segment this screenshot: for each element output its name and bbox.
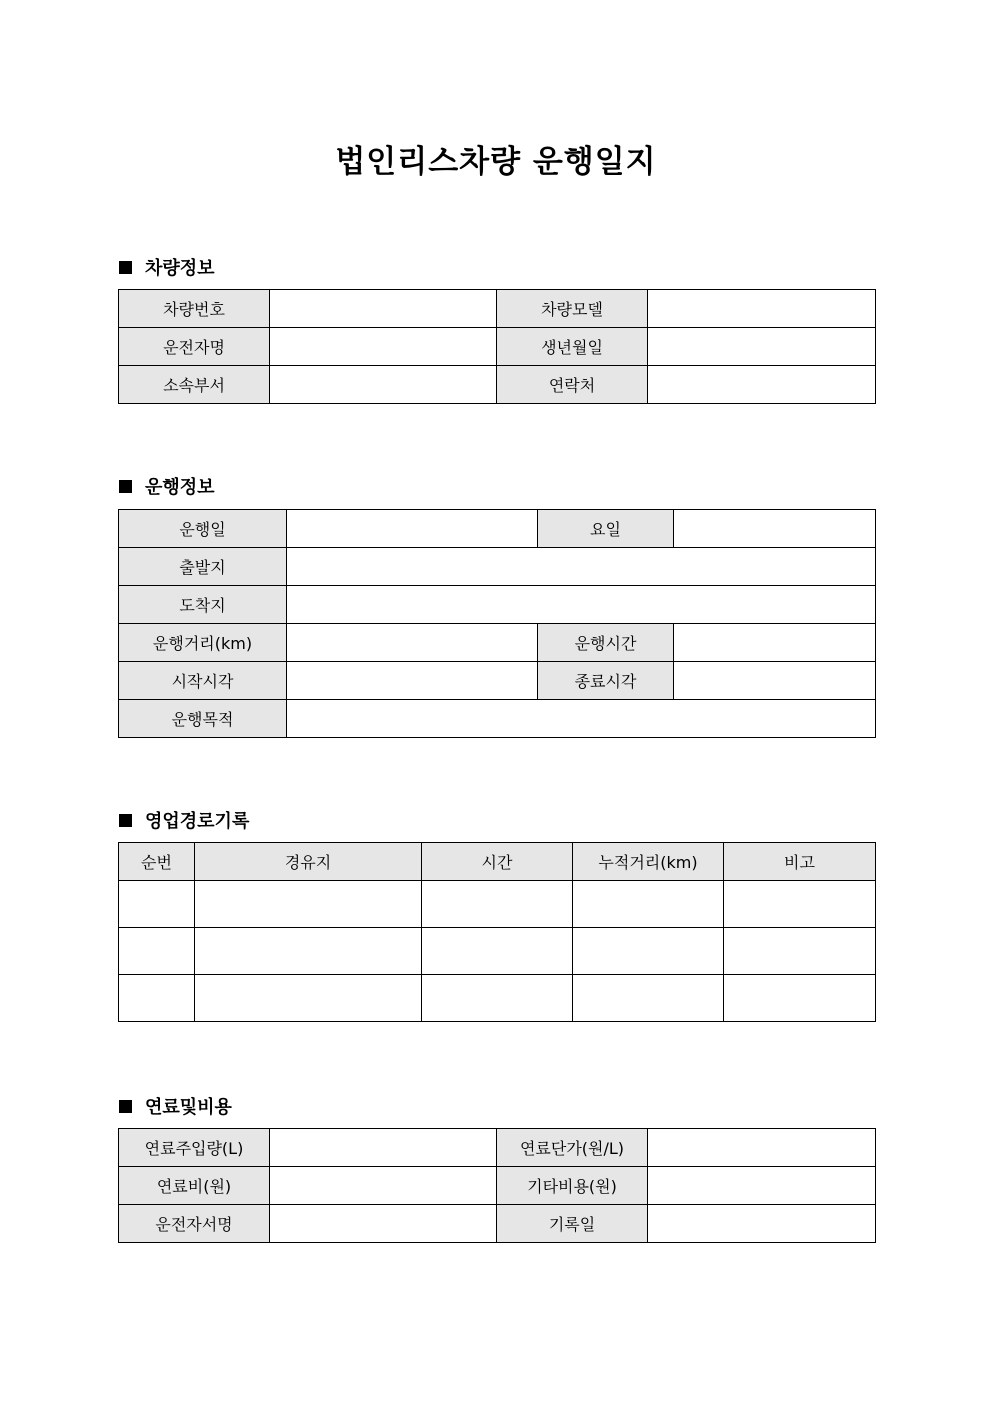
other-cost-label: 기타비용(원) bbox=[497, 1167, 648, 1205]
birth-date-field[interactable] bbox=[648, 328, 876, 366]
section-heading-label: 연료및비용 bbox=[145, 1097, 232, 1118]
trip-date-field[interactable] bbox=[287, 510, 538, 548]
cumulative-distance-cell[interactable] bbox=[573, 881, 724, 928]
cumulative-distance-cell[interactable] bbox=[573, 975, 724, 1022]
distance-label: 운행거리(km) bbox=[119, 624, 287, 662]
column-header-cumulative-distance: 누적거리(km) bbox=[573, 843, 724, 881]
section-heading-label: 영업경로기록 bbox=[145, 811, 250, 832]
driver-name-label: 운전자명 bbox=[119, 328, 270, 366]
trip-date-label: 운행일 bbox=[119, 510, 287, 548]
arrival-field[interactable] bbox=[287, 586, 876, 624]
seq-cell[interactable] bbox=[119, 881, 195, 928]
driver-name-field[interactable] bbox=[270, 328, 497, 366]
driver-signature-field[interactable] bbox=[270, 1205, 497, 1243]
weekday-field[interactable] bbox=[674, 510, 876, 548]
time-cell[interactable] bbox=[422, 881, 573, 928]
vehicle-number-field[interactable] bbox=[270, 290, 497, 328]
driver-signature-label: 운전자서명 bbox=[119, 1205, 270, 1243]
table-row bbox=[119, 586, 876, 624]
departure-field[interactable] bbox=[287, 548, 876, 586]
vehicle-info-table bbox=[118, 289, 876, 404]
other-cost-field[interactable] bbox=[648, 1167, 876, 1205]
column-header-remarks: 비고 bbox=[724, 843, 876, 881]
fuel-cost-field[interactable] bbox=[270, 1167, 497, 1205]
departure-label: 출발지 bbox=[119, 548, 287, 586]
vehicle-model-field[interactable] bbox=[648, 290, 876, 328]
section-heading-route bbox=[119, 807, 249, 833]
arrival-label: 도착지 bbox=[119, 586, 287, 624]
column-header-time: 시간 bbox=[422, 843, 573, 881]
distance-field[interactable] bbox=[287, 624, 538, 662]
end-time-field[interactable] bbox=[674, 662, 876, 700]
column-header-seq: 순번 bbox=[119, 843, 195, 881]
fuel-amount-label: 연료주입량(L) bbox=[119, 1129, 270, 1167]
table-row bbox=[119, 1205, 876, 1243]
square-bullet-icon bbox=[119, 480, 132, 493]
time-cell[interactable] bbox=[422, 975, 573, 1022]
waypoint-cell[interactable] bbox=[195, 975, 422, 1022]
vehicle-model-label: 차량모델 bbox=[497, 290, 648, 328]
square-bullet-icon bbox=[119, 1100, 132, 1113]
fuel-unit-price-field[interactable] bbox=[648, 1129, 876, 1167]
start-time-field[interactable] bbox=[287, 662, 538, 700]
page-title: 법인리스차량 운행일지 bbox=[335, 144, 657, 180]
section-heading-fuel bbox=[119, 1093, 232, 1119]
table-row bbox=[119, 881, 876, 928]
table-row bbox=[119, 510, 876, 548]
time-cell[interactable] bbox=[422, 928, 573, 975]
vehicle-number-label: 차량번호 bbox=[119, 290, 270, 328]
birth-date-label: 생년월일 bbox=[497, 328, 648, 366]
department-label: 소속부서 bbox=[119, 366, 270, 404]
department-field[interactable] bbox=[270, 366, 497, 404]
section-heading-label: 운행정보 bbox=[145, 477, 215, 498]
contact-field[interactable] bbox=[648, 366, 876, 404]
table-row bbox=[119, 1129, 876, 1167]
waypoint-cell[interactable] bbox=[195, 928, 422, 975]
fuel-cost-table bbox=[118, 1128, 876, 1243]
purpose-field[interactable] bbox=[287, 700, 876, 738]
purpose-label: 운행목적 bbox=[119, 700, 287, 738]
table-row bbox=[119, 700, 876, 738]
fuel-unit-price-label: 연료단가(원/L) bbox=[497, 1129, 648, 1167]
fuel-amount-field[interactable] bbox=[270, 1129, 497, 1167]
table-row bbox=[119, 290, 876, 328]
square-bullet-icon bbox=[119, 814, 132, 827]
cumulative-distance-cell[interactable] bbox=[573, 928, 724, 975]
table-row bbox=[119, 975, 876, 1022]
section-heading-vehicle bbox=[119, 254, 215, 280]
end-time-label: 종료시각 bbox=[538, 662, 674, 700]
table-row bbox=[119, 548, 876, 586]
contact-label: 연락처 bbox=[497, 366, 648, 404]
table-row bbox=[119, 328, 876, 366]
section-heading-trip bbox=[119, 473, 215, 499]
table-row bbox=[119, 928, 876, 975]
table-row bbox=[119, 366, 876, 404]
trip-info-table bbox=[118, 509, 876, 738]
seq-cell[interactable] bbox=[119, 928, 195, 975]
square-bullet-icon bbox=[119, 261, 132, 274]
remarks-cell[interactable] bbox=[724, 975, 876, 1022]
start-time-label: 시작시각 bbox=[119, 662, 287, 700]
remarks-cell[interactable] bbox=[724, 881, 876, 928]
table-header-row bbox=[119, 843, 876, 881]
fuel-cost-label: 연료비(원) bbox=[119, 1167, 270, 1205]
section-heading-label: 차량정보 bbox=[145, 258, 215, 279]
table-row bbox=[119, 624, 876, 662]
weekday-label: 요일 bbox=[538, 510, 674, 548]
duration-field[interactable] bbox=[674, 624, 876, 662]
waypoint-cell[interactable] bbox=[195, 881, 422, 928]
record-date-field[interactable] bbox=[648, 1205, 876, 1243]
remarks-cell[interactable] bbox=[724, 928, 876, 975]
record-date-label: 기록일 bbox=[497, 1205, 648, 1243]
column-header-waypoint: 경유지 bbox=[195, 843, 422, 881]
table-row bbox=[119, 1167, 876, 1205]
table-row bbox=[119, 662, 876, 700]
seq-cell[interactable] bbox=[119, 975, 195, 1022]
route-log-table bbox=[118, 842, 876, 1022]
duration-label: 운행시간 bbox=[538, 624, 674, 662]
